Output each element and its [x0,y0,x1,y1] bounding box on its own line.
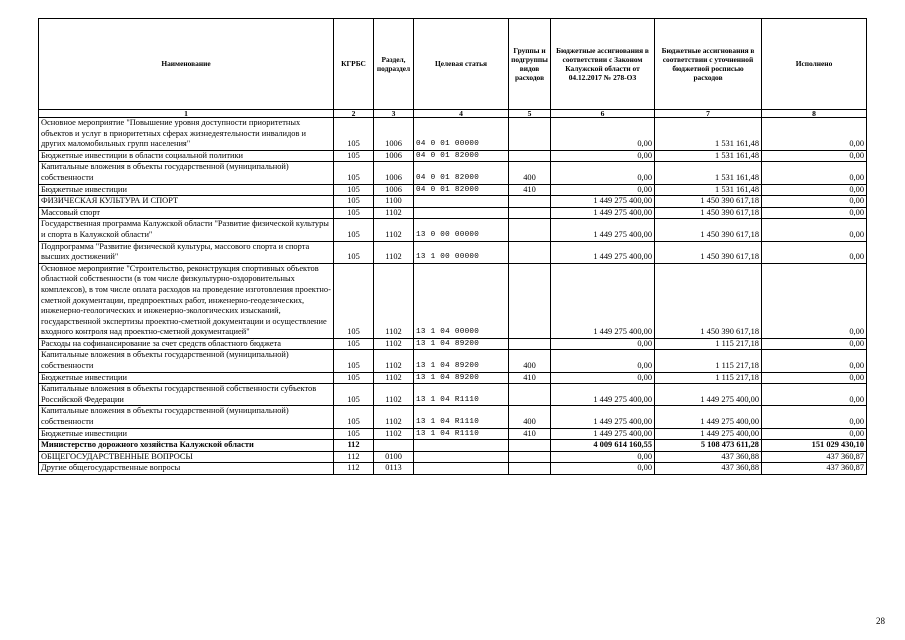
row-budget-law: 0,00 [551,451,655,463]
row-kgrbs: 105 [334,338,374,350]
row-executed: 0,00 [762,207,867,219]
row-kgrbs: 105 [334,162,374,184]
table-row [39,372,867,384]
row-group [509,196,551,208]
row-name: Капитальные вложения в объекты государственной собственности субъектов Российской Федерации [39,384,334,406]
column-number: 7 [655,110,762,118]
row-section: 1102 [374,372,414,384]
row-budget-refined: 1 449 275 400,00 [655,406,762,428]
column-number: 8 [762,110,867,118]
table-row [39,451,867,463]
row-section: 1006 [374,184,414,196]
row-section: 0113 [374,463,414,475]
row-kgrbs: 112 [334,451,374,463]
row-executed: 0,00 [762,428,867,440]
row-section: 1102 [374,428,414,440]
row-budget-refined: 1 450 390 617,18 [655,241,762,263]
row-target [414,207,509,219]
row-group [509,263,551,338]
row-name: Подпрограмма "Развитие физической культуры, массового спорта и спорта высших достижений" [39,241,334,263]
row-target: 04 0 01 00000 [414,118,509,151]
row-name: Бюджетные инвестиции [39,428,334,440]
row-kgrbs: 112 [334,440,374,452]
row-kgrbs: 105 [334,384,374,406]
row-group: 400 [509,350,551,372]
header-group: Группы и подгруппы видов расходов [509,19,551,110]
row-budget-law: 0,00 [551,184,655,196]
row-budget-law: 1 449 275 400,00 [551,241,655,263]
row-section: 1006 [374,150,414,162]
row-kgrbs: 105 [334,372,374,384]
row-budget-refined: 1 450 390 617,18 [655,207,762,219]
header-row [39,19,867,110]
row-name: Капитальные вложения в объекты государственной (муниципальной) собственности [39,406,334,428]
row-group [509,207,551,219]
row-kgrbs: 105 [334,219,374,241]
table-row [39,118,867,151]
column-number: 4 [414,110,509,118]
table-row [39,219,867,241]
row-section: 1102 [374,241,414,263]
row-section: 1102 [374,338,414,350]
row-section: 1102 [374,207,414,219]
row-executed: 437 360,87 [762,463,867,475]
table-row [39,428,867,440]
row-target: 04 0 01 82000 [414,150,509,162]
row-target: 13 1 00 00000 [414,241,509,263]
row-budget-law: 4 009 614 160,55 [551,440,655,452]
row-budget-refined: 1 449 275 400,00 [655,428,762,440]
row-name: ФИЗИЧЕСКАЯ КУЛЬТУРА И СПОРТ [39,196,334,208]
table-row [39,184,867,196]
row-target: 13 1 04 89200 [414,372,509,384]
row-budget-law: 1 449 275 400,00 [551,406,655,428]
row-budget-refined: 437 360,88 [655,451,762,463]
table-row [39,150,867,162]
table-row [39,350,867,372]
row-group [509,451,551,463]
row-kgrbs: 105 [334,406,374,428]
table-row [39,338,867,350]
row-executed: 0,00 [762,338,867,350]
row-budget-refined: 1 450 390 617,18 [655,263,762,338]
row-budget-refined: 1 115 217,18 [655,372,762,384]
row-kgrbs: 105 [334,263,374,338]
header-kgrbs: КГРБС [334,19,374,110]
row-group [509,440,551,452]
row-budget-law: 1 449 275 400,00 [551,263,655,338]
table-row [39,207,867,219]
row-kgrbs: 105 [334,241,374,263]
row-name: Государственная программа Калужской области "Развитие физической культуры и спорта в Калужской области" [39,219,334,241]
row-executed: 0,00 [762,372,867,384]
row-budget-refined: 1 531 161,48 [655,162,762,184]
table-body [39,118,867,475]
column-number-row [39,110,867,118]
row-budget-refined: 1 531 161,48 [655,184,762,196]
row-budget-refined: 1 449 275 400,00 [655,384,762,406]
row-section: 0100 [374,451,414,463]
row-name: Капитальные вложения в объекты государственной (муниципальной) собственности [39,350,334,372]
row-kgrbs: 105 [334,118,374,151]
row-name: Основное мероприятие "Повышение уровня доступности приоритетных объектов и услуг в приоритетных сферах жизнедеятельности инвалидов и других маломобильных групп населения" [39,118,334,151]
row-name: Основное мероприятие "Строительство, реконструкция спортивных объектов областной собственности (в том числе физкультурно-оздоровительных комплексов), в том числе оплата расходов на проведение изготовления проектно-сметной документации, предпроектных работ, инженерно-геодезических, инженерно-геологических и инженерно-экологических изысканий, государственной экспертизы проектно-сметной документации и осуществление входного контроля над проектно-сметной документацией" [39,263,334,338]
header-section: Раздел, подраздел [374,19,414,110]
row-executed: 0,00 [762,162,867,184]
row-group [509,463,551,475]
row-name: Массовый спорт [39,207,334,219]
budget-table [38,18,867,475]
row-budget-refined: 437 360,88 [655,463,762,475]
table-row [39,406,867,428]
row-target: 13 1 04 00000 [414,263,509,338]
row-budget-refined: 1 531 161,48 [655,118,762,151]
row-budget-law: 0,00 [551,338,655,350]
row-target: 13 1 04 R1110 [414,406,509,428]
row-budget-law: 0,00 [551,118,655,151]
row-kgrbs: 112 [334,463,374,475]
row-budget-refined: 1 115 217,18 [655,350,762,372]
row-name: Другие общегосударственные вопросы [39,463,334,475]
row-target: 13 1 04 89200 [414,338,509,350]
column-number: 1 [39,110,334,118]
row-target: 13 1 04 R1110 [414,428,509,440]
row-section [374,440,414,452]
row-group [509,384,551,406]
row-executed: 0,00 [762,384,867,406]
row-executed: 151 029 430,10 [762,440,867,452]
row-budget-refined: 5 108 473 611,28 [655,440,762,452]
column-number: 5 [509,110,551,118]
row-target: 13 1 04 89200 [414,350,509,372]
row-kgrbs: 105 [334,184,374,196]
table-row [39,241,867,263]
column-number: 6 [551,110,655,118]
row-budget-law: 0,00 [551,150,655,162]
row-section: 1102 [374,350,414,372]
row-kgrbs: 105 [334,150,374,162]
row-budget-refined: 1 450 390 617,18 [655,219,762,241]
row-executed: 0,00 [762,263,867,338]
table-row [39,384,867,406]
row-name: Бюджетные инвестиции [39,184,334,196]
row-executed: 0,00 [762,118,867,151]
row-target [414,196,509,208]
row-target: 13 1 04 R1110 [414,384,509,406]
row-group: 410 [509,428,551,440]
row-budget-refined: 1 450 390 617,18 [655,196,762,208]
header-budget-law: Бюджетные ассигнования в соответствии с Законом Калужской области от 04.12.2017 № 278-ОЗ [551,19,655,110]
row-group: 400 [509,406,551,428]
row-budget-law: 1 449 275 400,00 [551,428,655,440]
table-row [39,162,867,184]
row-budget-refined: 1 115 217,18 [655,338,762,350]
row-executed: 437 360,87 [762,451,867,463]
page-number: 28 [876,616,885,626]
header-budget-refined: Бюджетные ассигнования в соответствии с уточненной бюджетной росписью расходов [655,19,762,110]
row-section: 1102 [374,263,414,338]
row-section: 1102 [374,219,414,241]
row-section: 1102 [374,406,414,428]
header-executed: Исполнено [762,19,867,110]
table-row [39,440,867,452]
row-target: 04 0 01 82000 [414,184,509,196]
row-executed: 0,00 [762,150,867,162]
row-section: 1006 [374,118,414,151]
row-target [414,451,509,463]
row-budget-refined: 1 531 161,48 [655,150,762,162]
row-group [509,118,551,151]
row-executed: 0,00 [762,241,867,263]
row-budget-law: 1 449 275 400,00 [551,207,655,219]
column-number: 3 [374,110,414,118]
row-section: 1100 [374,196,414,208]
row-group: 400 [509,162,551,184]
row-executed: 0,00 [762,184,867,196]
row-name: Бюджетные инвестиции в области социальной политики [39,150,334,162]
row-group [509,338,551,350]
row-target: 04 0 01 82000 [414,162,509,184]
row-kgrbs: 105 [334,207,374,219]
table-row [39,463,867,475]
row-name: ОБЩЕГОСУДАРСТВЕННЫЕ ВОПРОСЫ [39,451,334,463]
row-group [509,150,551,162]
table-row [39,196,867,208]
row-executed: 0,00 [762,406,867,428]
row-executed: 0,00 [762,350,867,372]
row-budget-law: 0,00 [551,350,655,372]
header-name: Наименование [39,19,334,110]
row-budget-law: 0,00 [551,372,655,384]
row-kgrbs: 105 [334,428,374,440]
row-name: Расходы на софинансирование за счет средств областного бюджета [39,338,334,350]
row-target: 13 0 00 00000 [414,219,509,241]
row-section: 1006 [374,162,414,184]
row-budget-law: 1 449 275 400,00 [551,196,655,208]
row-kgrbs: 105 [334,196,374,208]
column-number: 2 [334,110,374,118]
row-executed: 0,00 [762,196,867,208]
row-executed: 0,00 [762,219,867,241]
row-kgrbs: 105 [334,350,374,372]
row-name: Капитальные вложения в объекты государственной (муниципальной) собственности [39,162,334,184]
row-group: 410 [509,184,551,196]
row-budget-law: 1 449 275 400,00 [551,384,655,406]
row-name: Бюджетные инвестиции [39,372,334,384]
row-section: 1102 [374,384,414,406]
row-budget-law: 0,00 [551,162,655,184]
row-target [414,440,509,452]
row-group: 410 [509,372,551,384]
row-budget-law: 0,00 [551,463,655,475]
table-row [39,263,867,338]
row-budget-law: 1 449 275 400,00 [551,219,655,241]
row-group [509,219,551,241]
row-target [414,463,509,475]
row-name: Министерство дорожного хозяйства Калужской области [39,440,334,452]
row-group [509,241,551,263]
header-target: Целевая статья [414,19,509,110]
